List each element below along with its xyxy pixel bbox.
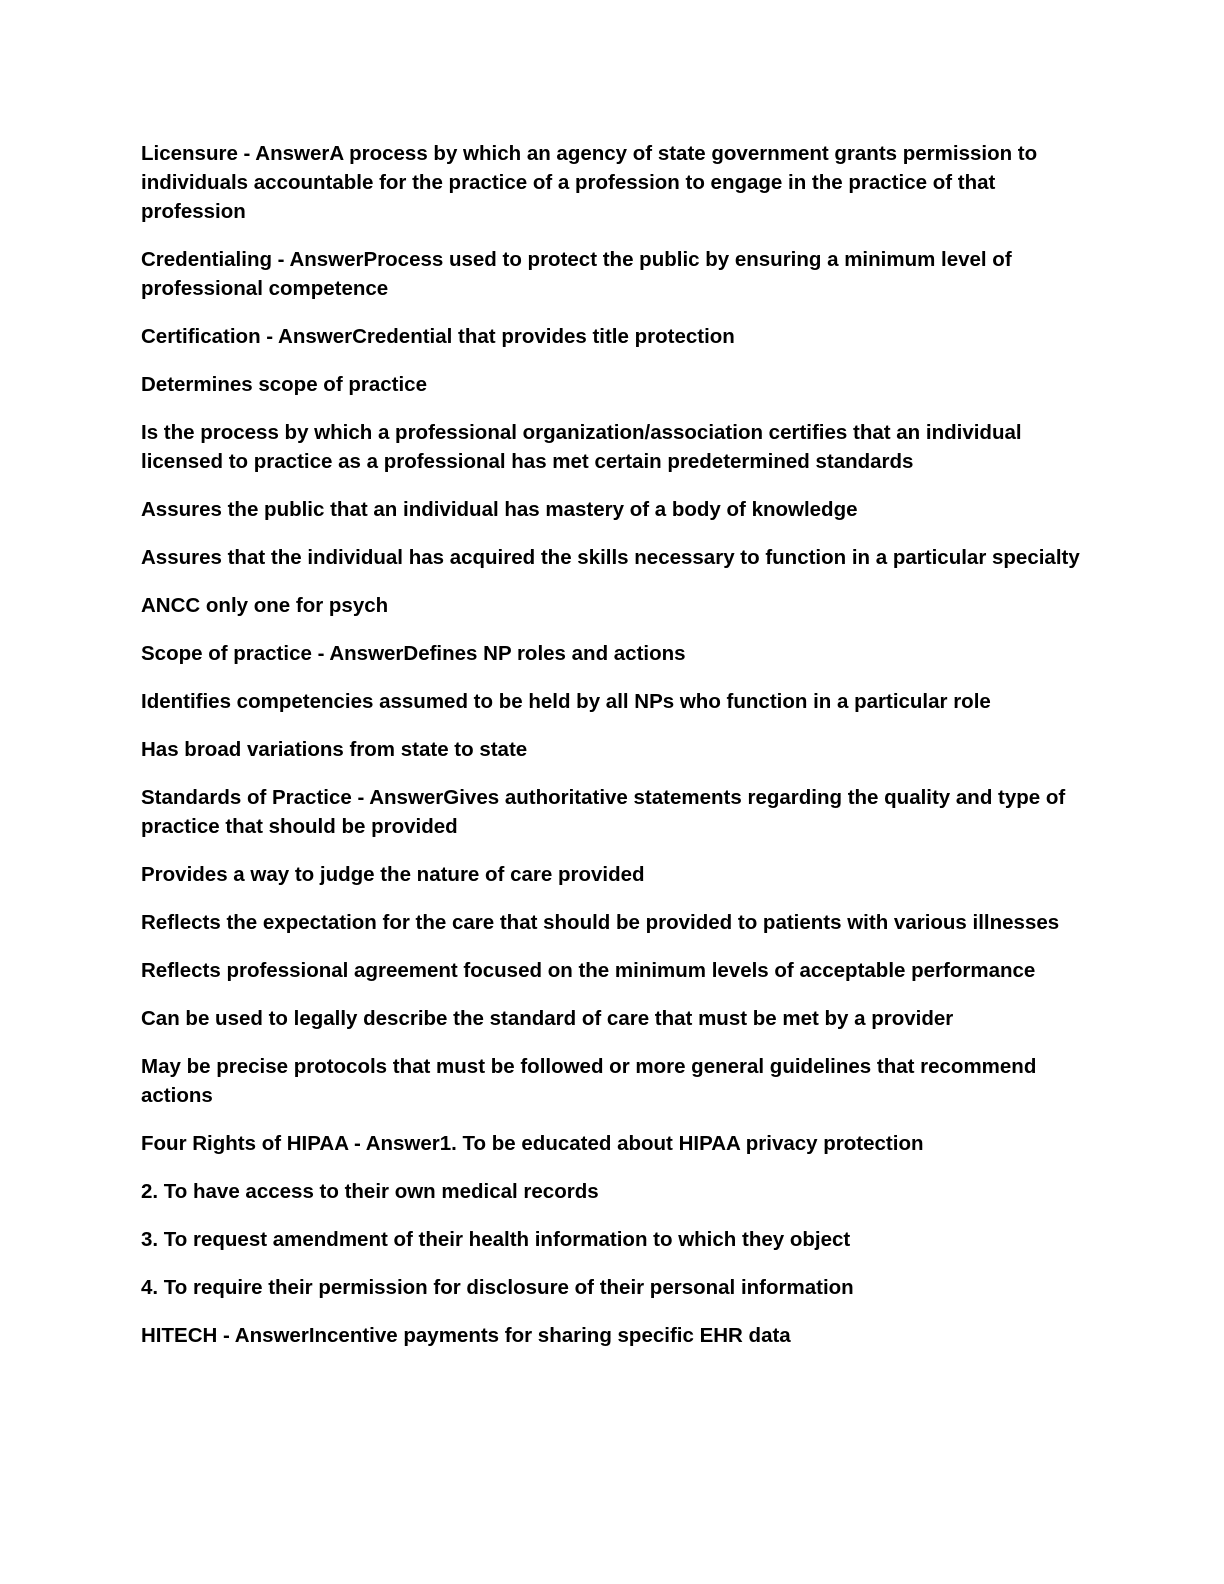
hipaa-rights-definition: Four Rights of HIPAA - Answer1. To be educated about HIPAA privacy protection xyxy=(141,1132,924,1155)
hitech-definition: HITECH - AnswerIncentive payments for sharing specific EHR data xyxy=(141,1324,791,1347)
certification-detail: Is the process by which a professional organization/association certifies that an individual licensed to practice as a professional has met certain predetermined standards xyxy=(141,421,1022,473)
certification-definition: Certification - AnswerCredential that provides title protection xyxy=(141,325,735,348)
standards-of-practice-definition: Standards of Practice - AnswerGives authoritative statements regarding the quality and type of practice that should be provided xyxy=(141,786,1066,838)
hipaa-right-item: 3. To request amendment of their health information to which they object xyxy=(141,1228,851,1251)
certification-detail: Assures the public that an individual has mastery of a body of knowledge xyxy=(141,498,858,521)
hipaa-right-item: 2. To have access to their own medical records xyxy=(141,1180,599,1203)
certification-detail: Determines scope of practice xyxy=(141,373,427,396)
scope-of-practice-detail: Has broad variations from state to state xyxy=(141,738,528,761)
standards-of-practice-detail: Reflects the expectation for the care that should be provided to patients with various illnesses xyxy=(141,911,1060,934)
standards-of-practice-detail: May be precise protocols that must be followed or more general guidelines that recommend actions xyxy=(141,1055,1037,1107)
standards-of-practice-detail: Provides a way to judge the nature of care provided xyxy=(141,863,645,886)
certification-detail: ANCC only one for psych xyxy=(141,594,389,617)
hipaa-right-item: 4. To require their permission for disclosure of their personal information xyxy=(141,1276,854,1299)
certification-detail: Assures that the individual has acquired the skills necessary to function in a particular specialty xyxy=(141,546,1080,569)
credentialing-definition: Credentialing - AnswerProcess used to protect the public by ensuring a minimum level of professional competence xyxy=(141,248,1012,300)
licensure-definition: Licensure - AnswerA process by which an agency of state government grants permission to individuals accountable for the practice of a profession to engage in the practice of that profession xyxy=(141,142,1038,223)
scope-of-practice-detail: Identifies competencies assumed to be held by all NPs who function in a particular role xyxy=(141,690,991,713)
standards-of-practice-detail: Can be used to legally describe the standard of care that must be met by a provider xyxy=(141,1007,954,1030)
scope-of-practice-definition: Scope of practice - AnswerDefines NP roles and actions xyxy=(141,642,686,665)
standards-of-practice-detail: Reflects professional agreement focused on the minimum levels of acceptable performance xyxy=(141,959,1036,982)
